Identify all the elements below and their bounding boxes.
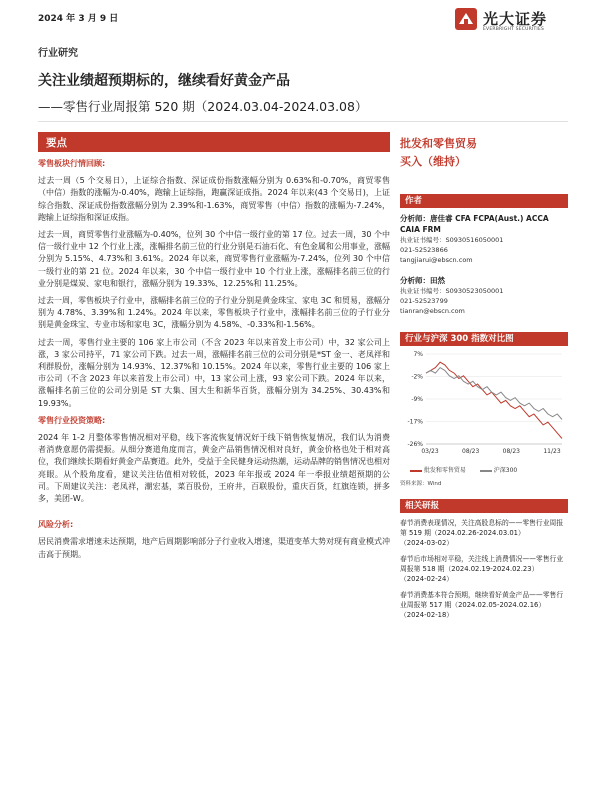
analyst-cert: 执业证书编号：S0930516050001 bbox=[400, 236, 504, 244]
y-tick-label: -9% bbox=[411, 396, 423, 403]
analyst-block bbox=[400, 275, 568, 316]
analyst-cert: 执业证书编号：S0930523050001 bbox=[400, 287, 504, 295]
logo-subtext: EVERBRIGHT SECURITIES bbox=[483, 27, 545, 32]
analyst-email[interactable]: tangjiarui@ebscn.com bbox=[400, 256, 473, 264]
review-heading: 零售板块行情回顾: bbox=[38, 159, 106, 168]
analyst-name: 分析师：田然 bbox=[400, 276, 445, 285]
everbright-logo-icon bbox=[455, 8, 477, 30]
related-report-date: （2024-02-24） bbox=[400, 575, 454, 583]
legend-swatch-hs300 bbox=[480, 470, 492, 472]
x-tick-label: 03/23 bbox=[421, 448, 439, 455]
series-line-retail bbox=[426, 362, 562, 438]
related-report[interactable] bbox=[400, 554, 568, 584]
related-report-date: （2024-02-18） bbox=[400, 611, 454, 619]
chart-legend bbox=[410, 465, 517, 474]
analyst-phone: 021-52523866 bbox=[400, 246, 448, 254]
report-title: 关注业绩超预期标的，继续看好黄金产品 bbox=[38, 73, 290, 89]
main-content bbox=[38, 158, 390, 566]
y-tick-label: 7% bbox=[413, 351, 423, 358]
review-paragraph: 过去一周，零售板块子行业中，涨幅排名前三位的子行业分别是黄金珠宝、家电 3C 和贸易，涨幅分别为 4.78%、3.39%和 1.24%。2024 年以来，零售板块子行业中，涨幅排名前三位的子行业分别是黄金珠宝、专业市场和家电 3C，涨幅分别为 4.58%、-0.33%和-1.56%。 bbox=[38, 296, 390, 330]
strategy-heading: 零售行业投资策略: bbox=[38, 415, 106, 425]
chart-source: 资料来源：Wind bbox=[400, 481, 442, 487]
review-paragraph: 过去一周，商贸零售行业涨幅为-0.40%，位列 30 个中信一级行业的第 17 位。过去一周，30 个中信一级行业中 12 个行业上涨，涨幅排名前三位的行业分别是石油石化、有色金属和公用事业，涨幅分别为 5.15%、4.73%和 3.61%。2024 年以来，商贸零售行业涨幅为-7.24%，位列 30 个中信一级行业的第 21 位。2024 年以来，30 个中信一级行业中 10 个行业上涨，涨幅排名前三位的行业分别是煤炭、家电和银行，涨幅分别为 19.33%、12.25%和 11.25%。 bbox=[38, 230, 390, 288]
related-report-title[interactable]: 春节消费基本符合预期，继续看好黄金产品——零售行业周报第 517 期（2024.02.05-2024.02.16） bbox=[400, 591, 564, 609]
related-report[interactable] bbox=[400, 590, 568, 620]
analyst-block bbox=[400, 213, 568, 265]
legend-label-hs300: 沪深300 bbox=[493, 467, 518, 474]
logo-text: 光大证券 bbox=[483, 10, 548, 28]
related-report[interactable] bbox=[400, 518, 568, 548]
y-tick-label: -2% bbox=[411, 373, 423, 381]
sidebar bbox=[400, 132, 568, 626]
analyst-email[interactable]: tianran@ebscn.com bbox=[400, 307, 465, 315]
rating-sector: 批发和零售贸易 bbox=[400, 137, 477, 150]
x-tick-label: 11/23 bbox=[543, 448, 561, 455]
related-report-date: （2024-03-02） bbox=[400, 539, 454, 547]
legend-swatch-retail bbox=[410, 470, 422, 472]
review-paragraph: 过去一周，零售行业主要的 106 家上市公司（不含 2023 年以来首发上市公司）中，32 家公司上涨，3 家公司持平，71 家公司下跌。过去一周，涨幅排名前三位的公司分别是*ST 金一、老凤祥和利群股份，涨幅分别为 14.93%、12.37%和 10.15%。2024 年以来，零售行业主要的 106 家上市公司（不含 2023 年以来首发上市公司）中，13 家公司上涨，93 家公司下跌。2024 年以来，涨幅排名前三位的公司分别是 ST 大集、国大生和新华百货，涨幅分别为 34.25%、30.43%和 19.93%。 bbox=[38, 337, 390, 408]
related-list bbox=[400, 518, 568, 620]
rating-value: 买入（维持） bbox=[400, 155, 466, 168]
y-tick-label: -17% bbox=[407, 418, 423, 426]
keypoints-label: 要点 bbox=[46, 137, 67, 149]
report-date: 2024 年 3 月 9 日 bbox=[38, 14, 119, 24]
analyst-name: 分析师：唐佳睿 CFA FCPA(Aust.) ACCA CAIA FRM bbox=[400, 214, 549, 234]
legend-label-retail: 批发和零售贸易 bbox=[423, 467, 466, 474]
x-tick-label: 08/23 bbox=[502, 448, 520, 455]
related-report-title[interactable]: 春节消费表现情况，关注高股息标的——零售行业周报第 519 期（2024.02.26-2024.03.01） bbox=[400, 519, 564, 537]
title-divider bbox=[38, 121, 568, 122]
y-tick-label: -26% bbox=[407, 441, 423, 448]
related-report-title[interactable]: 春节后市场相对平稳，关注线上消费情况——零售行业周报第 518 期（2024.02.19-2024.02.23） bbox=[400, 555, 564, 573]
review-paragraph: 过去一周（5 个交易日），上证综合指数、深证成份指数涨幅分别为 0.63%和-0.70%，商贸零售（中信）指数的涨幅为-0.40%，跑输上证综指，跑赢深证成指。2024 年以来(43 个交易日)，上证综合指数、深证成份指数涨幅分别为 2.39%和-1.63%，商贸零售（中信）指数的涨幅为-7.24%，跑输上证综指和深证成指。 bbox=[38, 176, 390, 222]
risk-heading: 风险分析: bbox=[38, 520, 74, 530]
keypoints-bar bbox=[38, 132, 390, 152]
comparison-chart bbox=[400, 346, 568, 491]
company-logo bbox=[455, 8, 567, 32]
x-tick-label: 08/23 bbox=[462, 448, 480, 455]
series-line-hs300 bbox=[426, 368, 562, 420]
related-heading: 相关研报 bbox=[400, 499, 568, 513]
authors-heading: 作者 bbox=[400, 194, 568, 208]
risk-paragraph: 居民消费需求增速未达预期，地产后周期影响部分子行业收入增速，渠道变革大势对现有商业模式冲击高于预期。 bbox=[38, 537, 390, 559]
strategy-paragraph: 2024 年 1-2 月整体零售情况相对平稳，线下客流恢复情况好于线下销售恢复情况，我们认为消费者消费意愿仍需提振。从细分赛道角度而言，黄金产品销售情况相对良好，黄金价格也处于相对高位，我们继续长期看好黄金产品赛道。此外，受益于全民健身运动热潮，运动品牌的销售情况也相对亮眼。从个股角度看，建议关注估值相对较低，2023 年年报或 2024 年一季报业绩超预期的公司。下周建议关注：老凤祥，潮宏基，菜百股份，王府井，百联股份，重庆百货，红旗连锁，拼多多，美团-W。 bbox=[38, 433, 390, 504]
analyst-phone: 021-52523799 bbox=[400, 297, 448, 305]
chart-heading: 行业与沪深 300 指数对比图 bbox=[400, 332, 568, 346]
comparison-chart-svg bbox=[400, 346, 568, 464]
report-subtitle: ——零售行业周报第 520 期（2024.03.04-2024.03.08） bbox=[38, 99, 368, 114]
report-category: 行业研究 bbox=[38, 48, 78, 59]
